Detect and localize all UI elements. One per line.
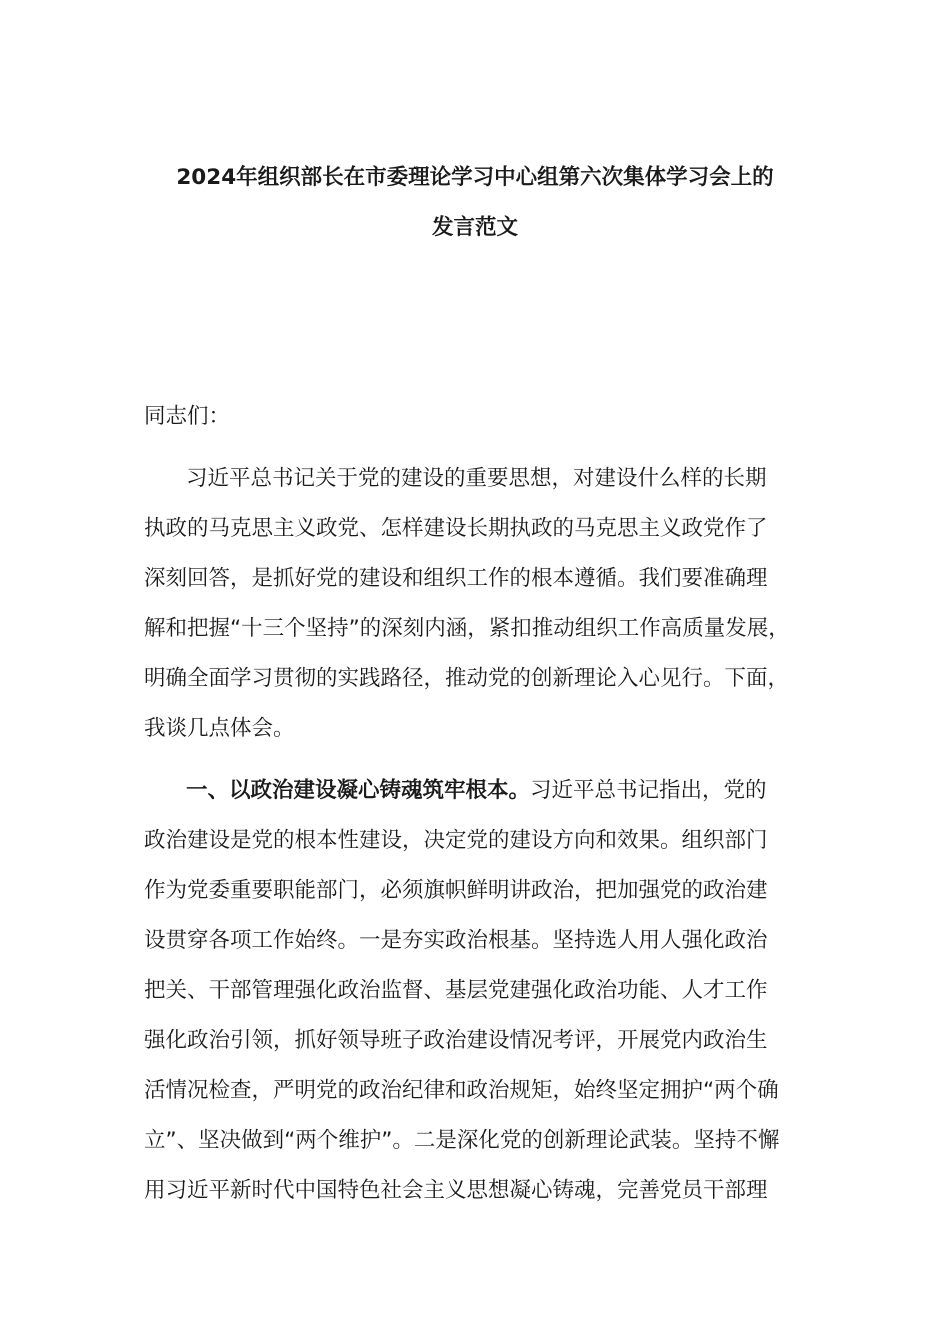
paragraph-line: 明确全面学习贯彻的实践路径，推动党的创新理论入心见行。下面， [144, 666, 790, 691]
paragraph-line: 活情况检查，严明党的政治纪律和政治规矩，始终坚定拥护“两个确 [144, 1078, 779, 1103]
paragraph-line: 作为党委重要职能部门，必须旗帜鲜明讲政治，把加强党的政治建 [144, 878, 768, 903]
paragraph-line: 深刻回答，是抓好党的建设和组织工作的根本遵循。我们要准确理 [144, 566, 768, 591]
paragraph-line: 执政的马克思主义政党、怎样建设长期执政的马克思主义政党作了 [144, 516, 768, 541]
paragraph-line: 习近平总书记关于党的建设的重要思想，对建设什么样的长期 [186, 466, 767, 491]
paragraph-line: 强化政治引领，抓好领导班子政治建设情况考评，开展党内政治生 [144, 1028, 768, 1053]
document-body [144, 392, 844, 1216]
section-text: 习近平总书记指出，党的 [530, 778, 767, 803]
paragraph-line: 我谈几点体会。 [144, 716, 295, 741]
section-heading: 一、以政治建设凝心铸魂筑牢根本。 [186, 778, 531, 803]
salutation: 同志们： [144, 404, 231, 429]
title-line: 2024年组织部长在市委理论学习中心组第六次集体学习会上的 [176, 165, 774, 190]
document-title [120, 153, 830, 253]
paragraph-line [144, 766, 844, 816]
paragraph-line: 用习近平新时代中国特色社会主义思想凝心铸魂，完善党员干部理 [144, 1178, 768, 1203]
title-line: 发言范文 [431, 215, 518, 240]
paragraph-line: 把关、干部管理强化政治监督、基层党建强化政治功能、人才工作 [144, 978, 768, 1003]
paragraph-intro [144, 454, 844, 754]
paragraph-line: 政治建设是党的根本性建设，决定党的建设方向和效果。组织部门 [144, 828, 768, 853]
paragraph-line: 立”、坚决做到“两个维护”。二是深化党的创新理论武装。坚持不懈 [144, 1128, 780, 1153]
paragraph-line: 解和把握“十三个坚持”的深刻内涵，紧扣推动组织工作高质量发展， [144, 616, 790, 641]
paragraph-line: 设贯穿各项工作始终。一是夯实政治根基。坚持选人用人强化政治 [144, 928, 768, 953]
paragraph-section-one [144, 766, 844, 1216]
